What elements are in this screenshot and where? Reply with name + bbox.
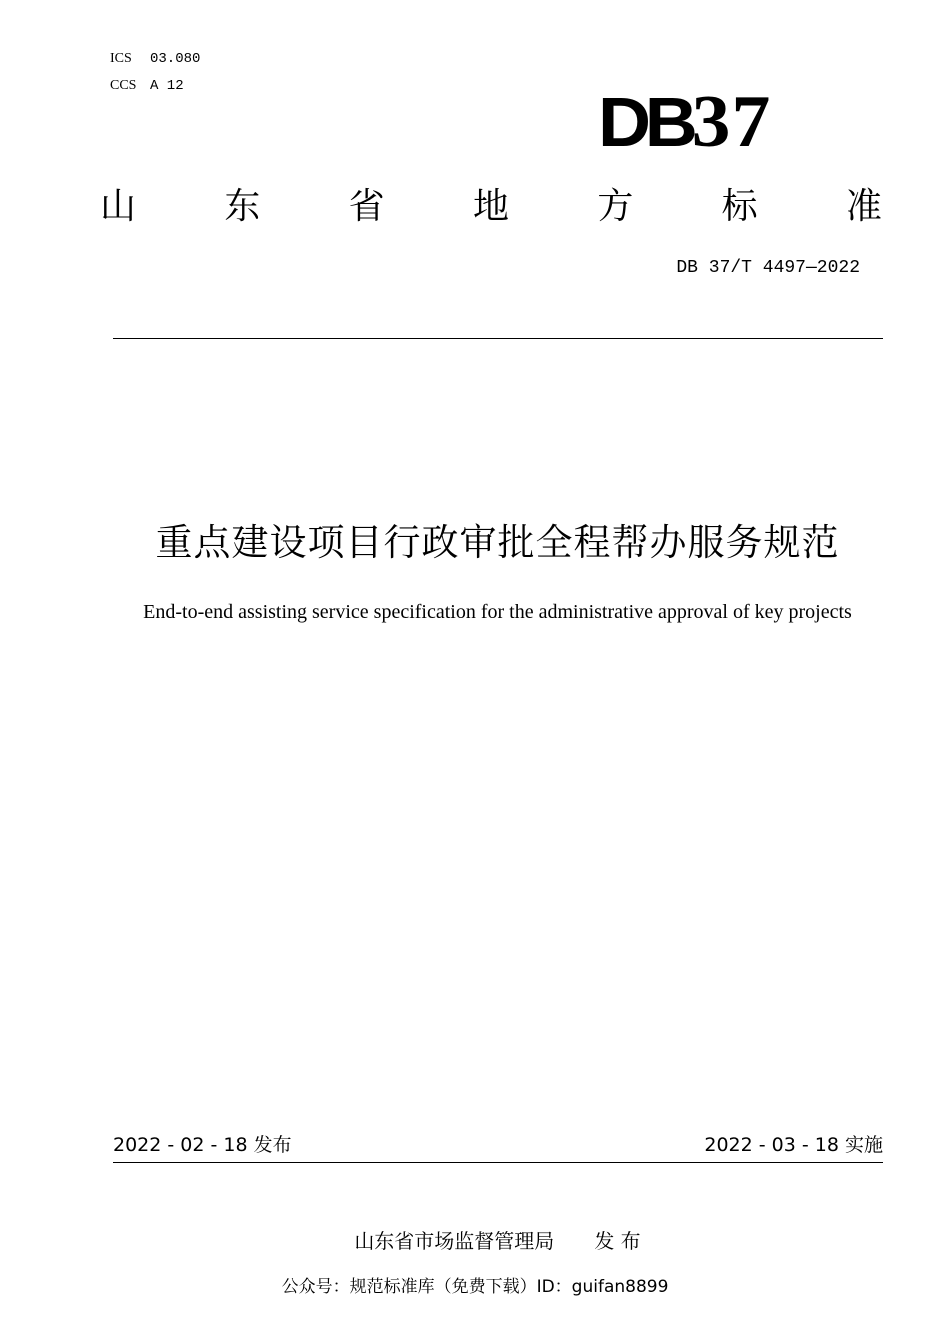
- standard-type-heading: [100, 183, 882, 231]
- header-divider: [113, 338, 883, 339]
- footer-divider: [113, 1162, 883, 1163]
- db37-logo-num: 37: [691, 81, 772, 163]
- publisher: [0, 1226, 950, 1256]
- standard-type-char: 山: [100, 186, 137, 227]
- standard-type-char: 省: [348, 186, 385, 227]
- issue-date: 2022 - 02 - 18 发布: [113, 1134, 292, 1156]
- db37-logo: [598, 82, 771, 162]
- publisher-name: 山东省市场监督管理局: [354, 1229, 555, 1253]
- source-footnote: 公众号：规范标准库（免费下载）ID：guifan8899: [281, 1277, 669, 1297]
- standard-number: DB 37/T 4497—2022: [676, 258, 860, 278]
- classification-codes: [110, 45, 200, 99]
- publisher-action: 发 布: [594, 1229, 641, 1253]
- title-english: End-to-end assisting service specification for the administrative approval of key projects: [143, 601, 852, 623]
- ics-value: 03.080: [150, 51, 201, 67]
- ics-code: [110, 45, 200, 72]
- db37-logo-db: DB: [598, 83, 692, 161]
- standard-type-char: 地: [472, 186, 509, 227]
- implementation-date: 2022 - 03 - 18 实施: [704, 1134, 883, 1156]
- ccs-code: [110, 72, 200, 99]
- ics-label: ICS: [110, 51, 132, 66]
- ccs-label: CCS: [110, 78, 137, 93]
- standard-type-char: 标: [721, 186, 758, 227]
- title-chinese: 重点建设项目行政审批全程帮办服务规范: [155, 521, 840, 564]
- standard-type-char: 东: [224, 186, 261, 227]
- standard-type-char: 方: [597, 186, 634, 227]
- ccs-value: A 12: [150, 78, 184, 94]
- standard-type-char: 准: [845, 186, 882, 227]
